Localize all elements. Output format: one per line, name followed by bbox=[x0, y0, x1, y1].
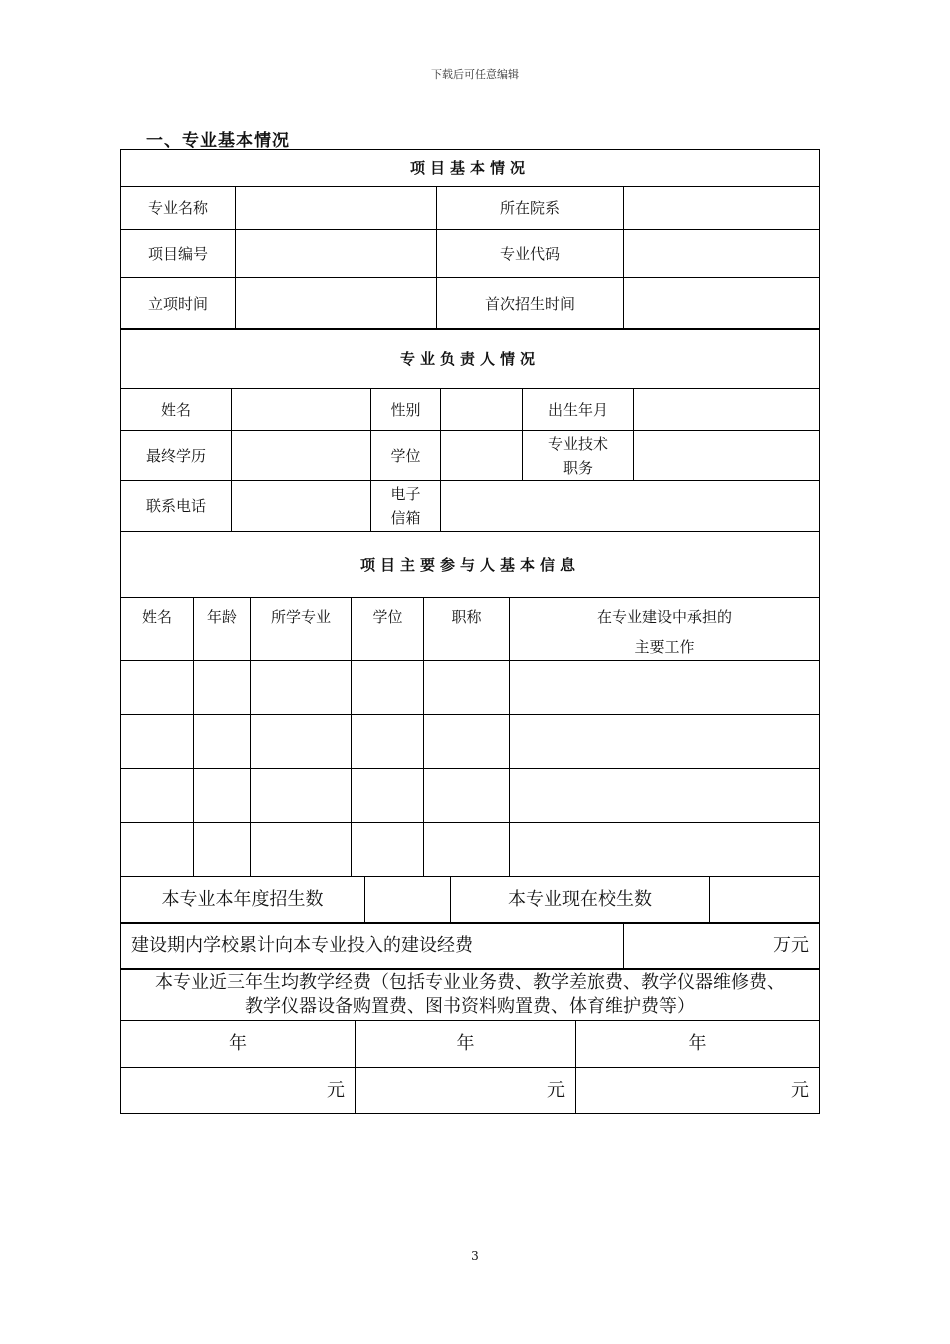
investment-table bbox=[120, 922, 820, 970]
leader-title-label bbox=[523, 431, 634, 481]
per-student-funding-label bbox=[121, 969, 820, 1021]
per-student-funding-line2: 教学仪器设备购置费、图书资料购置费、体育维护费等） bbox=[245, 995, 695, 1017]
enrollment-table bbox=[120, 876, 820, 924]
leader-row bbox=[121, 389, 820, 431]
col-main-work-line2: 主要工作 bbox=[634, 638, 695, 656]
col-name: 姓名 bbox=[121, 598, 194, 661]
project-number-label: 项目编号 bbox=[121, 230, 236, 278]
leader-degree-label: 学位 bbox=[371, 431, 441, 481]
annual-enrollment-label: 本专业本年度招生数 bbox=[121, 877, 365, 924]
participants-table bbox=[120, 531, 820, 877]
col-major: 所学专业 bbox=[251, 598, 352, 661]
major-name-label: 专业名称 bbox=[121, 187, 236, 230]
funding-amount-cell[interactable]: 元 bbox=[576, 1068, 820, 1114]
participant-name-cell[interactable] bbox=[121, 715, 194, 769]
participant-title-cell[interactable] bbox=[424, 715, 510, 769]
participant-work-cell[interactable] bbox=[510, 823, 820, 877]
leader-title-label-line1: 专业技术 bbox=[547, 434, 608, 453]
project-info-heading: 项目基本情况 bbox=[121, 150, 820, 187]
participant-major-cell[interactable] bbox=[251, 769, 352, 823]
project-info-table bbox=[120, 149, 820, 330]
section-title: 一、专业基本情况 bbox=[146, 131, 290, 151]
participant-row bbox=[121, 769, 820, 823]
major-code-field[interactable] bbox=[624, 230, 820, 278]
participant-row bbox=[121, 715, 820, 769]
leader-title-field[interactable] bbox=[634, 431, 820, 481]
participant-title-cell[interactable] bbox=[424, 661, 510, 715]
leader-gender-label: 性别 bbox=[371, 389, 441, 431]
participant-name-cell[interactable] bbox=[121, 769, 194, 823]
funding-year-cell[interactable]: 年 bbox=[121, 1021, 356, 1068]
per-student-funding-table bbox=[120, 968, 820, 1114]
col-main-work-line1: 在专业建设中承担的 bbox=[597, 608, 733, 626]
leader-row bbox=[121, 431, 820, 481]
investment-unit-field[interactable]: 万元 bbox=[624, 923, 820, 970]
leader-birth-field[interactable] bbox=[634, 389, 820, 431]
funding-year-cell[interactable]: 年 bbox=[356, 1021, 576, 1068]
leader-degree-field[interactable] bbox=[441, 431, 523, 481]
participant-degree-cell[interactable] bbox=[352, 823, 424, 877]
investment-label: 建设期内学校累计向本专业投入的建设经费 bbox=[121, 923, 624, 970]
project-row bbox=[121, 230, 820, 278]
col-age: 年龄 bbox=[194, 598, 251, 661]
first-enrollment-label: 首次招生时间 bbox=[437, 278, 624, 330]
participant-age-cell[interactable] bbox=[194, 715, 251, 769]
participant-row bbox=[121, 823, 820, 877]
leader-email-label-line2: 信箱 bbox=[390, 509, 421, 527]
project-number-field[interactable] bbox=[236, 230, 437, 278]
leader-phone-label: 联系电话 bbox=[121, 481, 232, 532]
participant-degree-cell[interactable] bbox=[352, 661, 424, 715]
leader-education-label: 最终学历 bbox=[121, 431, 232, 481]
major-code-label: 专业代码 bbox=[437, 230, 624, 278]
leader-gender-field[interactable] bbox=[441, 389, 523, 431]
leader-birth-label: 出生年月 bbox=[523, 389, 634, 431]
participant-name-cell[interactable] bbox=[121, 661, 194, 715]
department-label: 所在院系 bbox=[437, 187, 624, 230]
participant-degree-cell[interactable] bbox=[352, 769, 424, 823]
funding-year-row bbox=[121, 1021, 820, 1068]
col-degree: 学位 bbox=[352, 598, 424, 661]
col-main-work bbox=[510, 598, 820, 661]
participant-work-cell[interactable] bbox=[510, 661, 820, 715]
per-student-funding-line1: 本专业近三年生均教学经费（包括专业业务费、教学差旅费、教学仪器维修费、 bbox=[155, 971, 785, 993]
participant-age-cell[interactable] bbox=[194, 661, 251, 715]
participant-title-cell[interactable] bbox=[424, 769, 510, 823]
project-row bbox=[121, 187, 820, 230]
participant-major-cell[interactable] bbox=[251, 823, 352, 877]
participant-name-cell[interactable] bbox=[121, 823, 194, 877]
project-row bbox=[121, 278, 820, 330]
leader-info-table bbox=[120, 328, 820, 532]
participant-row bbox=[121, 661, 820, 715]
participant-age-cell[interactable] bbox=[194, 823, 251, 877]
leader-phone-field[interactable] bbox=[232, 481, 371, 532]
participant-degree-cell[interactable] bbox=[352, 715, 424, 769]
participant-major-cell[interactable] bbox=[251, 661, 352, 715]
participants-heading: 项目主要参与人基本信息 bbox=[121, 532, 820, 598]
col-title: 职称 bbox=[424, 598, 510, 661]
leader-row bbox=[121, 481, 820, 532]
approval-date-label: 立项时间 bbox=[121, 278, 236, 330]
leader-email-label bbox=[371, 481, 441, 532]
participant-work-cell[interactable] bbox=[510, 769, 820, 823]
participant-work-cell[interactable] bbox=[510, 715, 820, 769]
annual-enrollment-field[interactable] bbox=[365, 877, 451, 924]
leader-email-label-line1: 电子 bbox=[390, 485, 421, 503]
leader-name-label: 姓名 bbox=[121, 389, 232, 431]
leader-email-field[interactable] bbox=[441, 481, 820, 532]
investment-row bbox=[121, 923, 820, 970]
leader-name-field[interactable] bbox=[232, 389, 371, 431]
department-field[interactable] bbox=[624, 187, 820, 230]
page-number: 3 bbox=[471, 1249, 479, 1263]
funding-year-cell[interactable]: 年 bbox=[576, 1021, 820, 1068]
funding-amount-row bbox=[121, 1068, 820, 1114]
participant-title-cell[interactable] bbox=[424, 823, 510, 877]
first-enrollment-field[interactable] bbox=[624, 278, 820, 330]
enrollment-row bbox=[121, 877, 820, 924]
leader-heading: 专业负责人情况 bbox=[121, 329, 820, 389]
current-students-label: 本专业现在校生数 bbox=[451, 877, 710, 924]
funding-amount-cell[interactable]: 元 bbox=[356, 1068, 576, 1114]
leader-title-label-line2: 职务 bbox=[562, 458, 593, 477]
major-name-field[interactable] bbox=[236, 187, 437, 230]
leader-education-field[interactable] bbox=[232, 431, 371, 481]
participants-header-row bbox=[121, 598, 820, 661]
participant-age-cell[interactable] bbox=[194, 769, 251, 823]
approval-date-field[interactable] bbox=[236, 278, 437, 330]
funding-amount-cell[interactable]: 元 bbox=[121, 1068, 356, 1114]
page-header: 下载后可任意编辑 bbox=[431, 68, 519, 81]
current-students-field[interactable] bbox=[710, 877, 820, 924]
participant-major-cell[interactable] bbox=[251, 715, 352, 769]
